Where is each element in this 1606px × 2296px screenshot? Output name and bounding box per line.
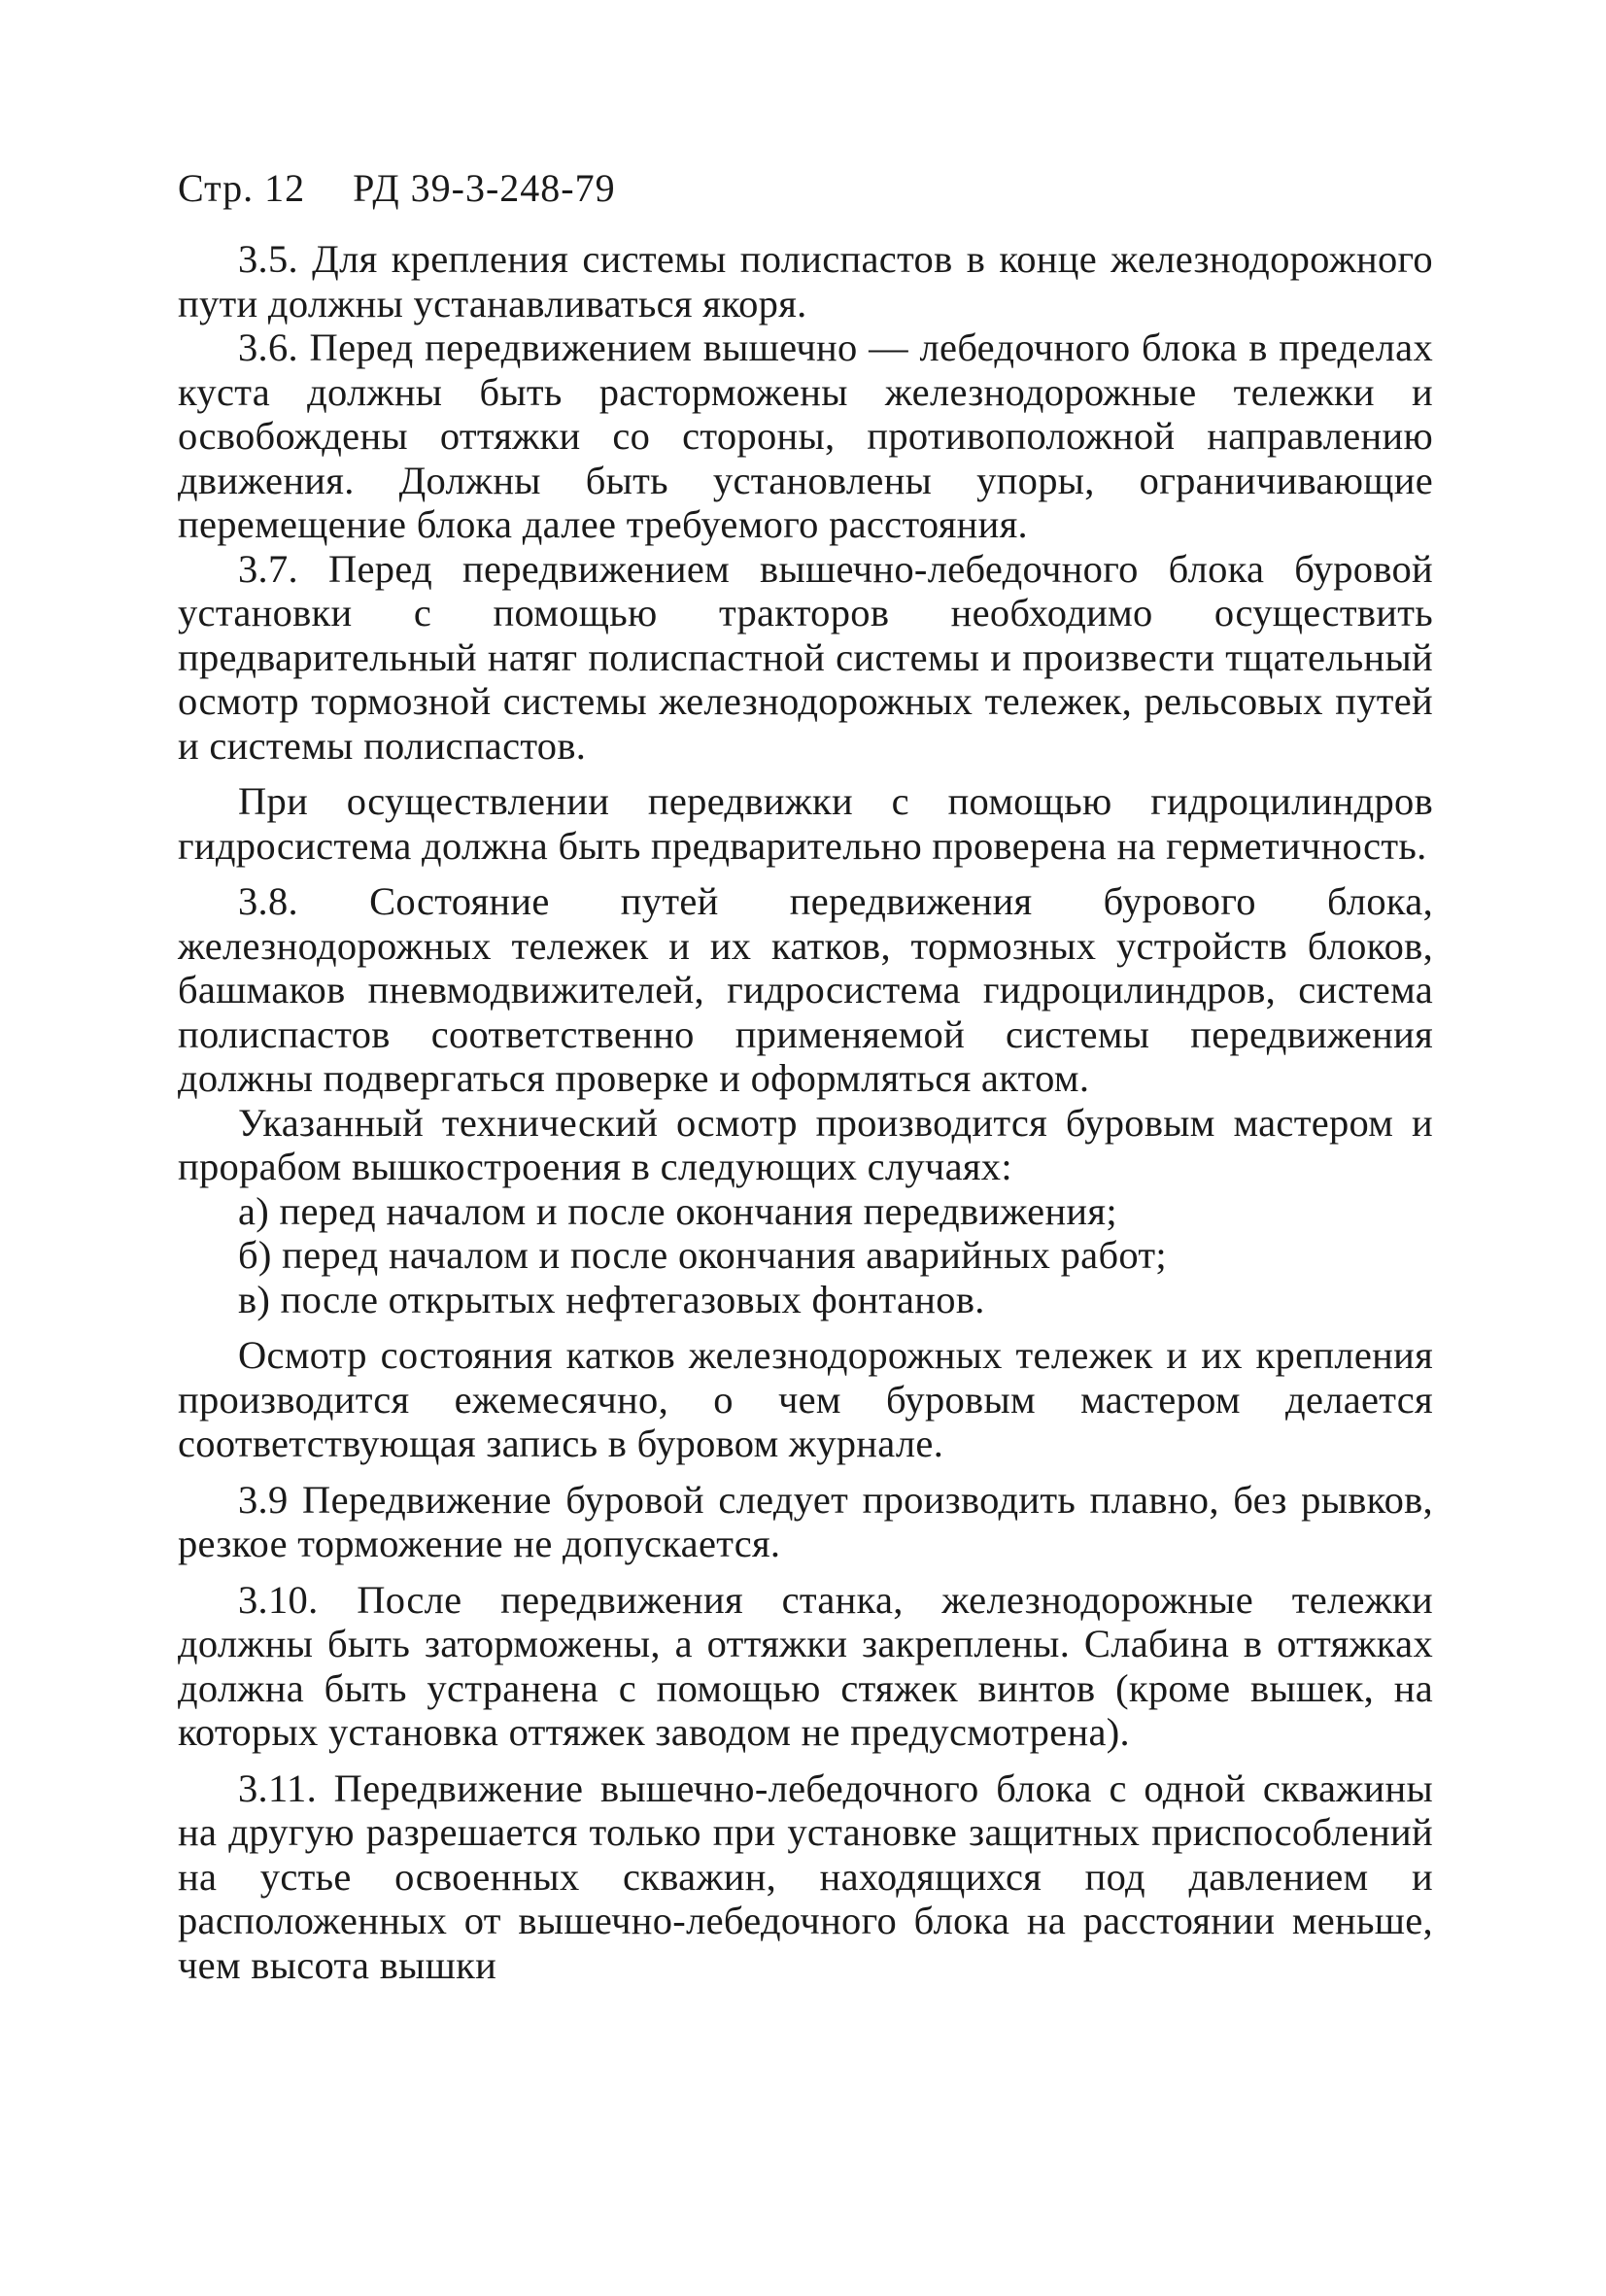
paragraph-hydraulics: При осуществлении передвижки с помощью гидроцилиндров гидросистема должна быть предварительно проверена на герметичность. [178, 779, 1433, 868]
paragraph-3-11: 3.11. Передвижение вышечно-лебедочного блока с одной скважины на другую разрешается только при установке защитных приспособлений на устье освоенных скважин, находящихся под давлением и расположенных от вышечно-лебедочного блока на расстоянии меньше, чем высота вышки [178, 1765, 1433, 1987]
paragraph-3-5: 3.5. Для крепления системы полиспастов в конце железнодорожного пути должны устанавливаться якоря. [178, 237, 1433, 326]
page-header [178, 165, 616, 211]
paragraph-3-9: 3.9 Передвижение буровой следует производить плавно, без рывков, резкое торможение не допускается. [178, 1477, 1433, 1565]
page-number: Стр. 12 [178, 166, 306, 210]
paragraph-3-10: 3.10. После передвижения станка, железнодорожные тележки должны быть заторможены, а оттяжки закреплены. Слабина в оттяжках должна быть устранена с помощью стяжек винтов (кроме вышек, на которых установка оттяжек заводом не предусмотрена). [178, 1577, 1433, 1754]
document-body [178, 237, 1433, 1987]
list-item: в) после открытых нефтегазовых фонтанов. [238, 1277, 985, 1321]
inspection-cases-list [178, 1189, 1433, 1322]
paragraph-3-7: 3.7. Перед передвижением вышечно-лебедочного блока буровой установки с помощью тракторов необходимо осуществить предварительный натяг полиспастной системы и произвести тщательный осмотр тормозной системы железнодорожных тележек, рельсовых путей и системы полиспастов. [178, 546, 1433, 768]
paragraph-inspection: Указанный технический осмотр производится буровым мастером и прорабом вышкостроения в следующих случаях: [178, 1100, 1433, 1188]
document-code: РД 39-3-248-79 [353, 166, 616, 210]
list-item: а) перед началом и после окончания передвижения; [238, 1188, 1117, 1233]
paragraph-rollers: Осмотр состояния катков железнодорожных тележек и их крепления производится ежемесячно, о чем буровым мастером делается соответствующая запись в буровом журнале. [178, 1333, 1433, 1465]
list-item: б) перед началом и после окончания аварийных работ; [238, 1233, 1167, 1277]
paragraph-3-8: 3.8. Состояние путей передвижения бурового блока, железнодорожных тележек и их катков, тормозных устройств блоков, башмаков пневмодвижителей, гидросистема гидроцилиндров, система полиспастов соответственно применяемой системы передвижения должны подвергаться проверке и оформляться актом. [178, 879, 1433, 1100]
paragraph-3-6: 3.6. Перед передвижением вышечно — лебедочного блока в пределах куста должны быть расторможены железнодорожные тележки и освобождены оттяжки со стороны, противоположной направлению движения. Должны быть установлены упоры, ограничивающие перемещение блока далее требуемого расстояния. [178, 326, 1433, 546]
